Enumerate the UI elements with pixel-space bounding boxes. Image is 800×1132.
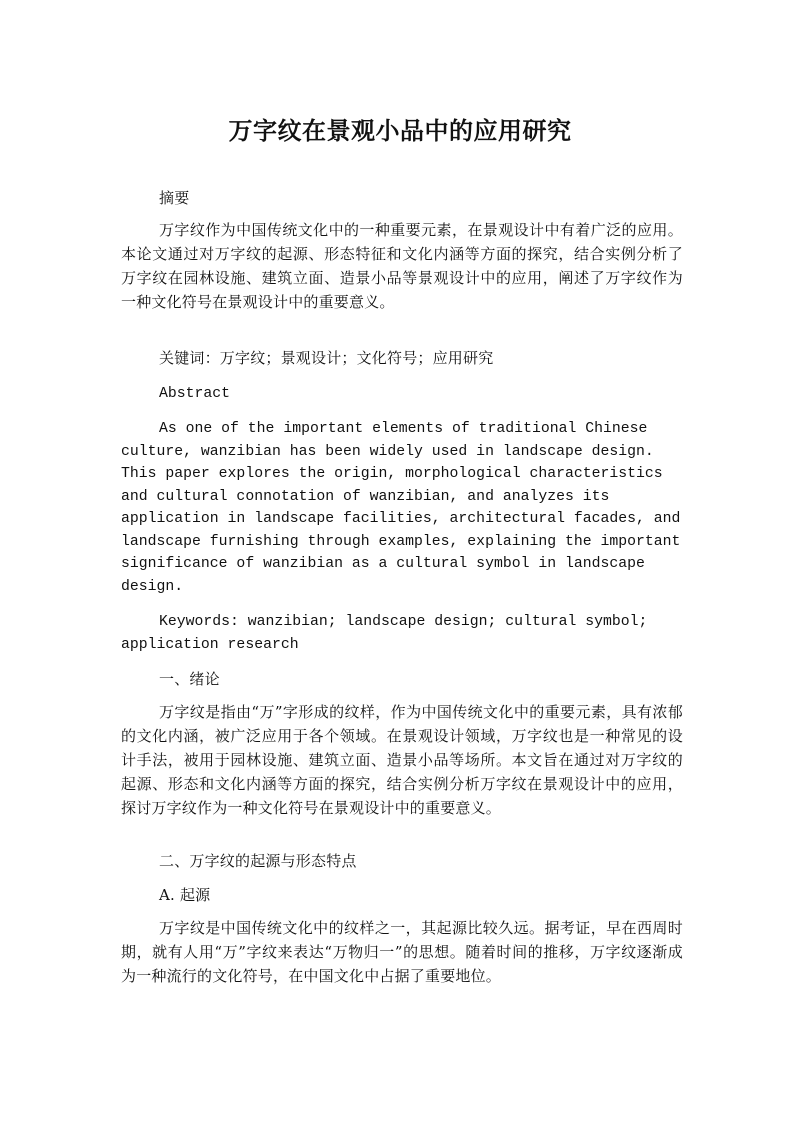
abstract-paragraph: 万字纹作为中国传统文化中的一种重要元素，在景观设计中有着广泛的应用。本论文通过对万字纹的起源、形态特征和文化内涵等方面的探究，结合实例分析了万字纹在园林设施、建筑立面、造景小品等景观设计中的应用，阐述了万字纹作为一种文化符号在景观设计中的重要意义。 <box>121 221 683 311</box>
section-2-heading: 二、万字纹的起源与形态特点 <box>159 852 357 870</box>
abstract-en-heading: Abstract <box>159 386 231 402</box>
abstract-en-paragraph: As one of the important elements of traditional Chinese culture, wanzibian has been widely used in landscape design. This paper explores the origin, morphological characteristics and cultural connotation of wanzibian, and analyzes its application in landscape facilities, architectural facades, and landscape furnishing through examples, explaining the important significance of wanzibian as a cultural symbol in landscape design. <box>121 421 681 595</box>
subsection-a-heading: A. 起源 <box>159 886 211 904</box>
keywords-en: Keywords: wanzibian; landscape design; cultural symbol; application research <box>121 614 648 653</box>
keywords-cn: 关键词：万字纹；景观设计；文化符号；应用研究 <box>159 349 494 367</box>
subsection-a-paragraph: 万字纹是中国传统文化中的纹样之一，其起源比较久远。据考证，早在西周时期，就有人用“万”字纹来表达“万物归一”的思想。随着时间的推移，万字纹逐渐成为一种流行的文化符号，在中国文化中占据了重要地位。 <box>121 919 683 985</box>
document-title: 万字纹在景观小品中的应用研究 <box>228 116 572 145</box>
section-1-paragraph: 万字纹是指由“万”字形成的纹样，作为中国传统文化中的重要元素，具有浓郁的文化内涵，被广泛应用于各个领域。在景观设计领域，万字纹也是一种常见的设计手法，被用于园林设施、建筑立面、造景小品等场所。本文旨在通过对万字纹的起源、形态和文化内涵等方面的探究，结合实例分析万字纹在景观设计中的应用，探讨万字纹作为一种文化符号在景观设计中的重要意义。 <box>121 703 683 817</box>
abstract-heading: 摘要 <box>159 189 190 207</box>
section-1-heading: 一、绪论 <box>159 670 220 688</box>
